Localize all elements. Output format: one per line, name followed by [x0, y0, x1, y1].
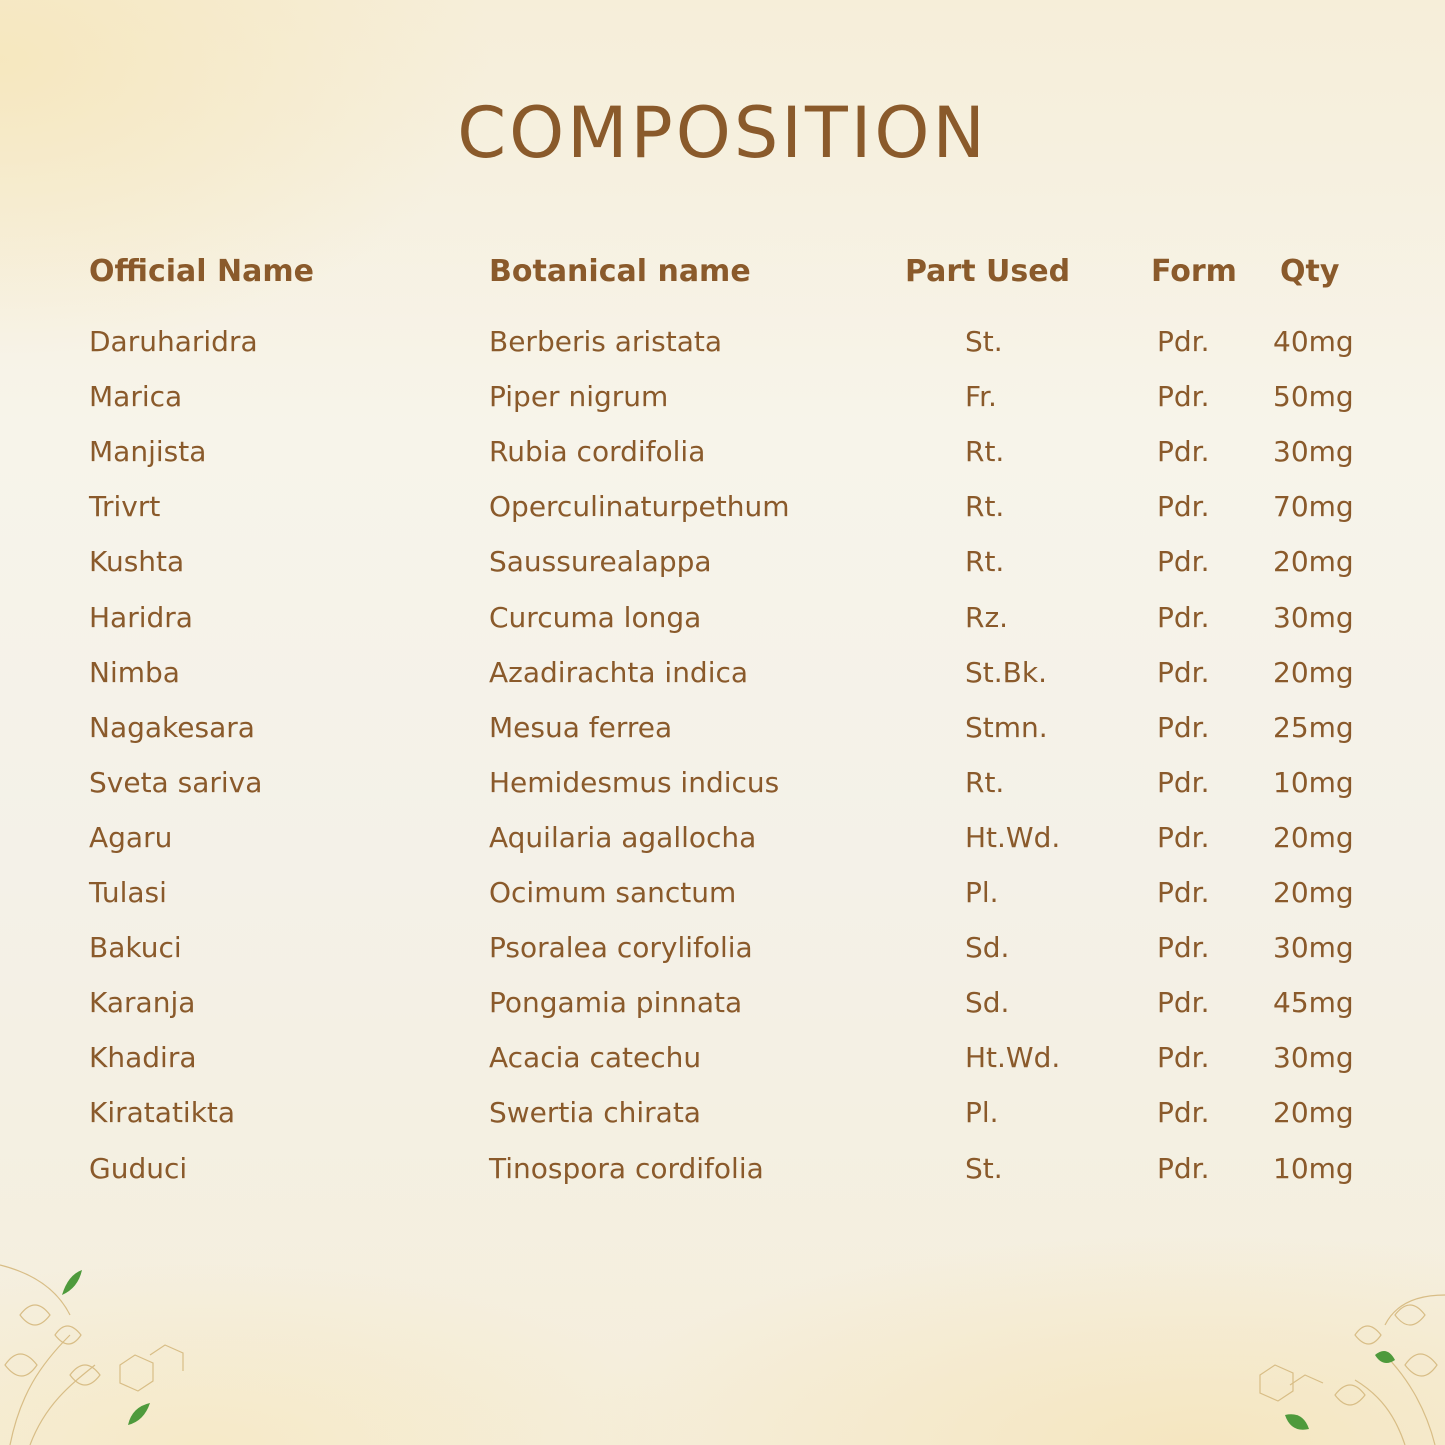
form-cell: Pdr.: [1157, 490, 1210, 523]
botanical-name-cell: Curcuma longa: [489, 601, 702, 634]
qty-cell: 45mg: [1273, 986, 1354, 1019]
part-used-cell: Pl.: [965, 1096, 999, 1129]
official-name-cell: Manjista: [89, 435, 207, 468]
official-name-cell: Agaru: [89, 821, 173, 854]
botanical-name-cell: Psoralea corylifolia: [489, 931, 753, 964]
form-cell: Pdr.: [1157, 1041, 1210, 1074]
qty-cell: 10mg: [1273, 766, 1354, 799]
form-cell: Pdr.: [1157, 545, 1210, 578]
qty-cell: 20mg: [1273, 656, 1354, 689]
leaf-icon: [62, 1270, 150, 1425]
form-cell: Pdr.: [1157, 1152, 1210, 1185]
qty-cell: 30mg: [1273, 1041, 1354, 1074]
official-name-cell: Tulasi: [89, 876, 167, 909]
botanical-name-cell: Berberis aristata: [489, 325, 723, 358]
official-name-cell: Kushta: [89, 545, 185, 578]
part-used-cell: Pl.: [965, 876, 999, 909]
official-name-cell: Haridra: [89, 601, 193, 634]
botanical-name-cell: Swertia chirata: [489, 1096, 701, 1129]
part-used-cell: Rt.: [965, 490, 1005, 523]
botanical-name-cell: Saussurealappa: [489, 545, 712, 578]
qty-cell: 20mg: [1273, 545, 1354, 578]
official-name-cell: Nimba: [89, 656, 180, 689]
qty-cell: 70mg: [1273, 490, 1354, 523]
page-title: COMPOSITION: [457, 92, 988, 174]
form-cell: Pdr.: [1157, 656, 1210, 689]
qty-cell: 25mg: [1273, 711, 1354, 744]
botanical-name-cell: Azadirachta indica: [489, 656, 749, 689]
official-name-cell: Marica: [89, 380, 183, 413]
part-used-cell: Rt.: [965, 545, 1005, 578]
form-cell: Pdr.: [1157, 601, 1210, 634]
form-cell: Pdr.: [1157, 1096, 1210, 1129]
form-cell: Pdr.: [1157, 380, 1210, 413]
part-used-cell: St.: [965, 1152, 1003, 1185]
form-cell: Pdr.: [1157, 766, 1210, 799]
part-used-cell: St.Bk.: [965, 656, 1047, 689]
part-used-cell: Ht.Wd.: [965, 821, 1061, 854]
botanical-name-cell: Ocimum sanctum: [489, 876, 737, 909]
form-cell: Pdr.: [1157, 876, 1210, 909]
botanical-name-cell: Aquilaria agallocha: [489, 821, 757, 854]
official-name-cell: Nagakesara: [89, 711, 255, 744]
official-name-cell: Karanja: [89, 986, 196, 1019]
part-used-cell: Rz.: [965, 601, 1009, 634]
botanical-name-cell: Pongamia pinnata: [489, 986, 743, 1019]
header-form: Form: [1151, 254, 1237, 289]
botanical-name-cell: Hemidesmus indicus: [489, 766, 780, 799]
qty-cell: 20mg: [1273, 876, 1354, 909]
qty-cell: 30mg: [1273, 931, 1354, 964]
qty-cell: 50mg: [1273, 380, 1354, 413]
official-name-cell: Daruharidra: [89, 325, 258, 358]
part-used-cell: St.: [965, 325, 1003, 358]
official-name-cell: Bakuci: [89, 931, 182, 964]
qty-cell: 30mg: [1273, 601, 1354, 634]
leaf-icon: [1285, 1351, 1395, 1430]
header-part-used: Part Used: [905, 254, 1071, 289]
botanical-name-cell: Acacia catechu: [489, 1041, 702, 1074]
header-official-name: Official Name: [89, 254, 314, 289]
part-used-cell: Rt.: [965, 435, 1005, 468]
floral-decoration-right: [1245, 1275, 1445, 1445]
part-used-cell: Stmn.: [965, 711, 1048, 744]
official-name-cell: Trivrt: [89, 490, 161, 523]
botanical-name-cell: Operculinaturpethum: [489, 490, 790, 523]
qty-cell: 20mg: [1273, 821, 1354, 854]
part-used-cell: Sd.: [965, 986, 1010, 1019]
floral-decoration-left: [0, 1255, 200, 1445]
botanical-name-cell: Tinospora cordifolia: [489, 1152, 764, 1185]
botanical-name-cell: Piper nigrum: [489, 380, 669, 413]
official-name-cell: Khadira: [89, 1041, 197, 1074]
qty-cell: 10mg: [1273, 1152, 1354, 1185]
part-used-cell: Sd.: [965, 931, 1010, 964]
official-name-cell: Kiratatikta: [89, 1096, 236, 1129]
form-cell: Pdr.: [1157, 711, 1210, 744]
form-cell: Pdr.: [1157, 986, 1210, 1019]
official-name-cell: Guduci: [89, 1152, 188, 1185]
qty-cell: 20mg: [1273, 1096, 1354, 1129]
part-used-cell: Ht.Wd.: [965, 1041, 1061, 1074]
qty-cell: 40mg: [1273, 325, 1354, 358]
header-qty: Qty: [1280, 254, 1340, 289]
form-cell: Pdr.: [1157, 325, 1210, 358]
official-name-cell: Sveta sariva: [89, 766, 263, 799]
botanical-name-cell: Mesua ferrea: [489, 711, 673, 744]
part-used-cell: Fr.: [965, 380, 997, 413]
form-cell: Pdr.: [1157, 931, 1210, 964]
qty-cell: 30mg: [1273, 435, 1354, 468]
header-botanical-name: Botanical name: [489, 254, 751, 289]
form-cell: Pdr.: [1157, 821, 1210, 854]
part-used-cell: Rt.: [965, 766, 1005, 799]
form-cell: Pdr.: [1157, 435, 1210, 468]
botanical-name-cell: Rubia cordifolia: [489, 435, 706, 468]
